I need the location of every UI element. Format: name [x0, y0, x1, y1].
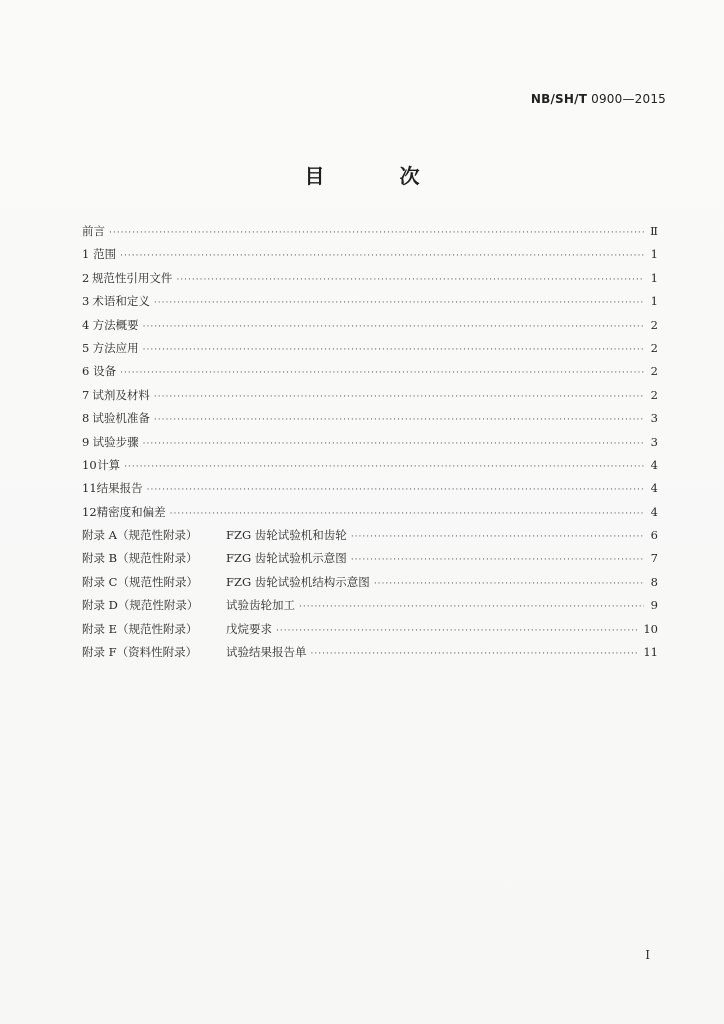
toc-page: 3: [650, 434, 658, 449]
toc-leader: [351, 526, 644, 549]
toc-page: 6: [650, 528, 658, 543]
toc-label: 试剂及材料: [92, 387, 150, 402]
toc-leader: [143, 316, 644, 339]
toc-leader: [154, 386, 644, 409]
toc-row-1[interactable]: [82, 243, 658, 266]
toc-page: 2: [650, 340, 658, 355]
toc-number: 11: [82, 481, 97, 496]
toc-number: 8: [82, 411, 90, 426]
toc-leader: [374, 573, 644, 596]
toc-row-appendix-f[interactable]: [82, 641, 658, 664]
appendix-label: 附录 E（规范性附录）: [82, 621, 198, 636]
toc-row-12[interactable]: [82, 501, 658, 524]
toc-page: 2: [650, 317, 658, 332]
appendix-label: 附录 A（规范性附录）: [82, 528, 198, 543]
toc-page: 9: [650, 598, 658, 613]
toc-page: 4: [650, 457, 658, 472]
toc-page: 8: [650, 574, 658, 589]
appendix-title: 试验结果报告单: [226, 645, 307, 660]
toc-number: 1: [82, 247, 90, 262]
toc-leader: [147, 479, 644, 502]
toc-row-8[interactable]: [82, 407, 658, 430]
toc-leader: [143, 339, 644, 362]
toc-leader: [276, 620, 639, 643]
toc-leader: [143, 433, 644, 456]
appendix-label: 附录 C（规范性附录）: [82, 574, 198, 589]
toc-label: 设备: [93, 364, 117, 379]
appendix-label: 附录 F（资料性附录）: [82, 645, 198, 660]
toc-row-appendix-b[interactable]: [82, 547, 658, 570]
toc-leader: [120, 245, 644, 268]
toc-leader: [154, 292, 644, 315]
toc-row-appendix-e[interactable]: [82, 618, 658, 641]
toc-number: 4: [82, 317, 90, 332]
toc-page: 1: [650, 270, 658, 285]
toc-number: 6: [82, 364, 90, 379]
toc-number: 10: [82, 457, 97, 472]
appendix-title: FZG 齿轮试验机示意图: [226, 551, 347, 566]
toc-row-foreword[interactable]: [82, 220, 658, 243]
toc-leader: [351, 549, 644, 572]
appendix-title: FZG 齿轮试验机和齿轮: [226, 528, 347, 543]
toc-leader: [154, 409, 644, 432]
toc-leader: [170, 503, 644, 526]
toc-title: 目 次: [304, 164, 454, 188]
toc-page: 2: [650, 387, 658, 402]
toc-page: Ⅱ: [650, 224, 658, 238]
toc-page: 3: [650, 411, 658, 426]
toc-number: 12: [82, 504, 97, 519]
standard-prefix: NB/SH/T: [530, 92, 588, 106]
toc-label: 前言: [82, 224, 105, 238]
toc-label: 规范性引用文件: [91, 270, 173, 285]
appendix-title: 戊烷要求: [226, 621, 272, 636]
toc-row-3[interactable]: [82, 290, 658, 313]
toc-row-appendix-a[interactable]: [82, 524, 658, 547]
toc-page: 10: [643, 621, 658, 636]
toc-label: 精密度和偏差: [96, 504, 166, 519]
toc-row-appendix-d[interactable]: [82, 594, 658, 617]
toc-label: 试验步骤: [92, 434, 139, 449]
table-of-contents: [82, 220, 658, 664]
toc-row-10[interactable]: [82, 454, 658, 477]
toc-leader: [124, 456, 644, 479]
toc-row-6[interactable]: [82, 360, 658, 383]
toc-label: 范围: [93, 247, 117, 262]
appendix-label: 附录 B（规范性附录）: [82, 551, 198, 566]
toc-row-9[interactable]: [82, 431, 658, 454]
toc-row-11[interactable]: [82, 477, 658, 500]
page-folio: I: [645, 948, 650, 962]
toc-label: 计算: [97, 457, 121, 472]
appendix-label: 附录 D（规范性附录）: [82, 598, 199, 613]
toc-leader: [299, 596, 644, 619]
toc-leader: [311, 643, 640, 666]
toc-page: 11: [643, 645, 658, 660]
toc-label: 术语和定义: [92, 294, 150, 309]
toc-page: 1: [650, 294, 658, 309]
toc-page: 4: [650, 481, 658, 496]
appendix-title: FZG 齿轮试验机结构示意图: [226, 574, 370, 589]
toc-page: 4: [650, 504, 658, 519]
toc-row-appendix-c[interactable]: [82, 571, 658, 594]
toc-label: 试验机准备: [92, 411, 150, 426]
appendix-title: 试验齿轮加工: [226, 598, 295, 613]
toc-number: 7: [82, 387, 90, 402]
toc-leader: [176, 269, 644, 292]
toc-leader: [109, 222, 644, 245]
toc-number: 3: [82, 294, 90, 309]
toc-page: 7: [650, 551, 658, 566]
toc-leader: [120, 362, 644, 385]
toc-row-4[interactable]: [82, 314, 658, 337]
toc-row-5[interactable]: [82, 337, 658, 360]
toc-number: 2: [82, 270, 90, 285]
toc-row-2[interactable]: [82, 267, 658, 290]
standard-code: 0900—2015: [591, 92, 666, 106]
toc-label: 方法概要: [92, 317, 139, 332]
standard-number: [531, 92, 666, 106]
toc-number: 5: [82, 340, 90, 355]
toc-page: 1: [650, 247, 658, 262]
toc-row-7[interactable]: [82, 384, 658, 407]
toc-number: 9: [82, 434, 90, 449]
toc-label: 结果报告: [96, 481, 143, 496]
toc-label: 方法应用: [92, 340, 139, 355]
toc-page: 2: [650, 364, 658, 379]
